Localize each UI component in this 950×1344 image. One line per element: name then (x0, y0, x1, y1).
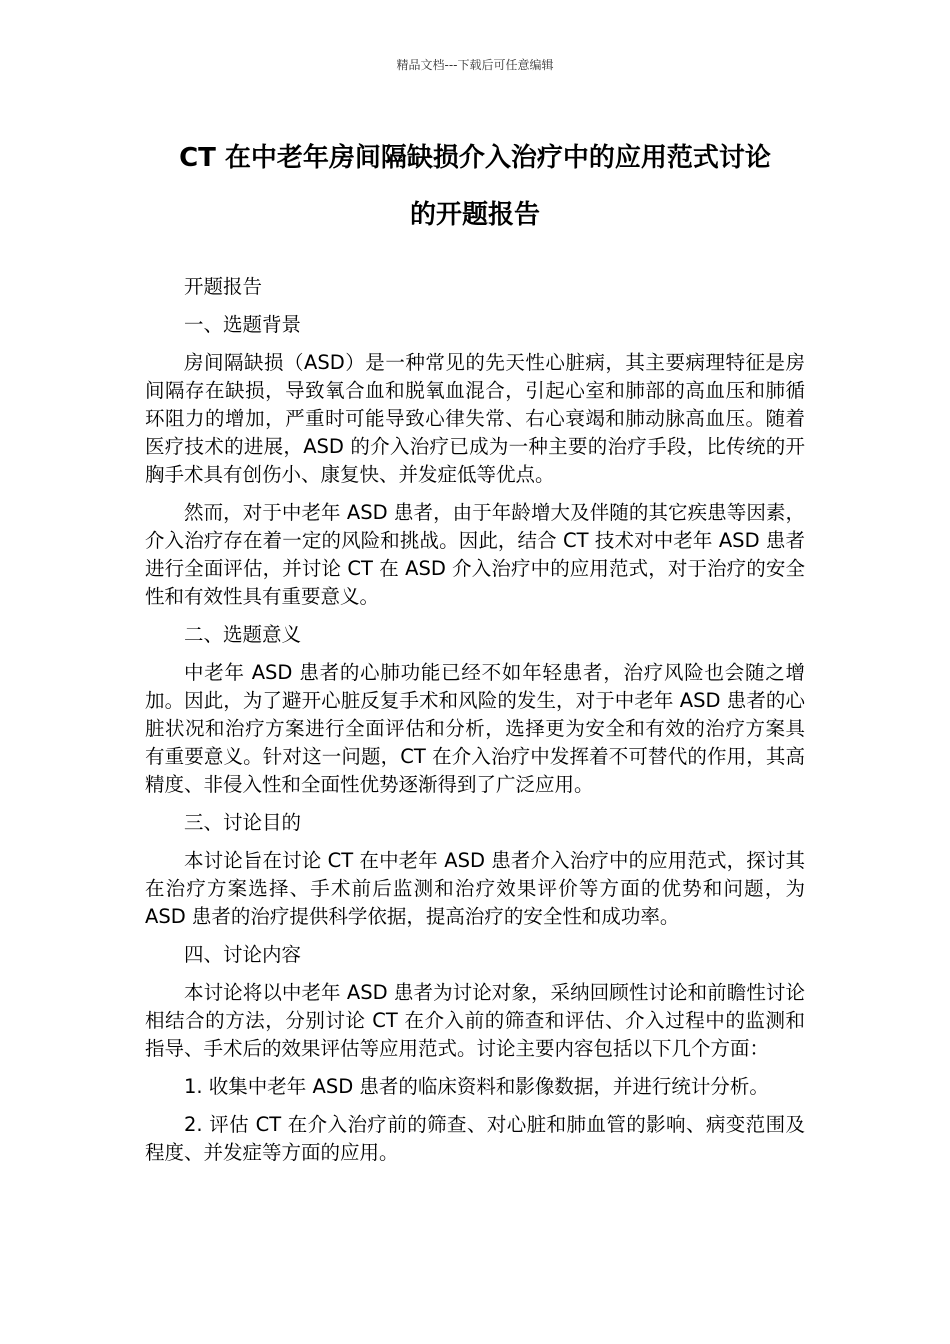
list-item-2: 2. 评估 CT 在介入治疗前的筛查、对心脏和肺血管的影响、病变范围及程度、并发症等方面的应用。 (145, 1113, 805, 1164)
document-title (145, 130, 805, 244)
title-line-1: CT 在中老年房间隔缺损介入治疗中的应用范式讨论 (179, 143, 771, 173)
section-heading-significance: 二、选题意义 (184, 623, 302, 646)
section-heading-content: 四、讨论内容 (184, 943, 302, 966)
paragraph-background-2: 然而，对于中老年 ASD 患者，由于年龄增大及伴随的其它疾患等因素，介入治疗存在着一定的风险和挑战。因此，结合 CT 技术对中老年 ASD 患者进行全面评估，并讨论 CT 在 ASD 介入治疗中的应用范式，对于治疗的安全性和有效性具有重要意义。 (145, 501, 805, 608)
title-line-2: 的开题报告 (409, 200, 540, 230)
section-heading-purpose: 三、讨论目的 (184, 811, 302, 834)
page-header: 精品文档---下载后可任意编辑 (396, 58, 554, 72)
paragraph-content: 本讨论将以中老年 ASD 患者为讨论对象，采纳回顾性讨论和前瞻性讨论相结合的方法，分别讨论 CT 在介入前的筛查和评估、介入过程中的监测和指导、手术后的效果评估等应用范式。讨论主要内容包括以下几个方面： (145, 981, 805, 1060)
subtitle-report: 开题报告 (184, 275, 263, 298)
list-item-1: 1. 收集中老年 ASD 患者的临床资料和影像数据，并进行统计分析。 (184, 1075, 769, 1098)
document-body (145, 273, 805, 1177)
paragraph-background-1: 房间隔缺损（ASD）是一种常见的先天性心脏病，其主要病理特征是房间隔存在缺损，导致氧合血和脱氧血混合，引起心室和肺部的高血压和肺循环阻力的增加，严重时可能导致心律失常、右心衰竭和肺动脉高血压。随着医疗技术的进展，ASD 的介入治疗已成为一种主要的治疗手段，比传统的开胸手术具有创伤小、康复快、并发症低等优点。 (145, 351, 805, 486)
section-heading-background: 一、选题背景 (184, 313, 302, 336)
paragraph-purpose: 本讨论旨在讨论 CT 在中老年 ASD 患者介入治疗中的应用范式，探讨其在治疗方案选择、手术前后监测和治疗效果评价等方面的优势和问题，为 ASD 患者的治疗提供科学依据，提高治疗的安全性和成功率。 (145, 849, 805, 928)
paragraph-significance: 中老年 ASD 患者的心肺功能已经不如年轻患者，治疗风险也会随之增加。因此，为了避开心脏反复手术和风险的发生，对于中老年 ASD 患者的心脏状况和治疗方案进行全面评估和分析，选择更为安全和有效的治疗方案具有重要意义。针对这一问题，CT 在介入治疗中发挥着不可替代的作用，其高精度、非侵入性和全面性优势逐渐得到了广泛应用。 (145, 661, 805, 796)
